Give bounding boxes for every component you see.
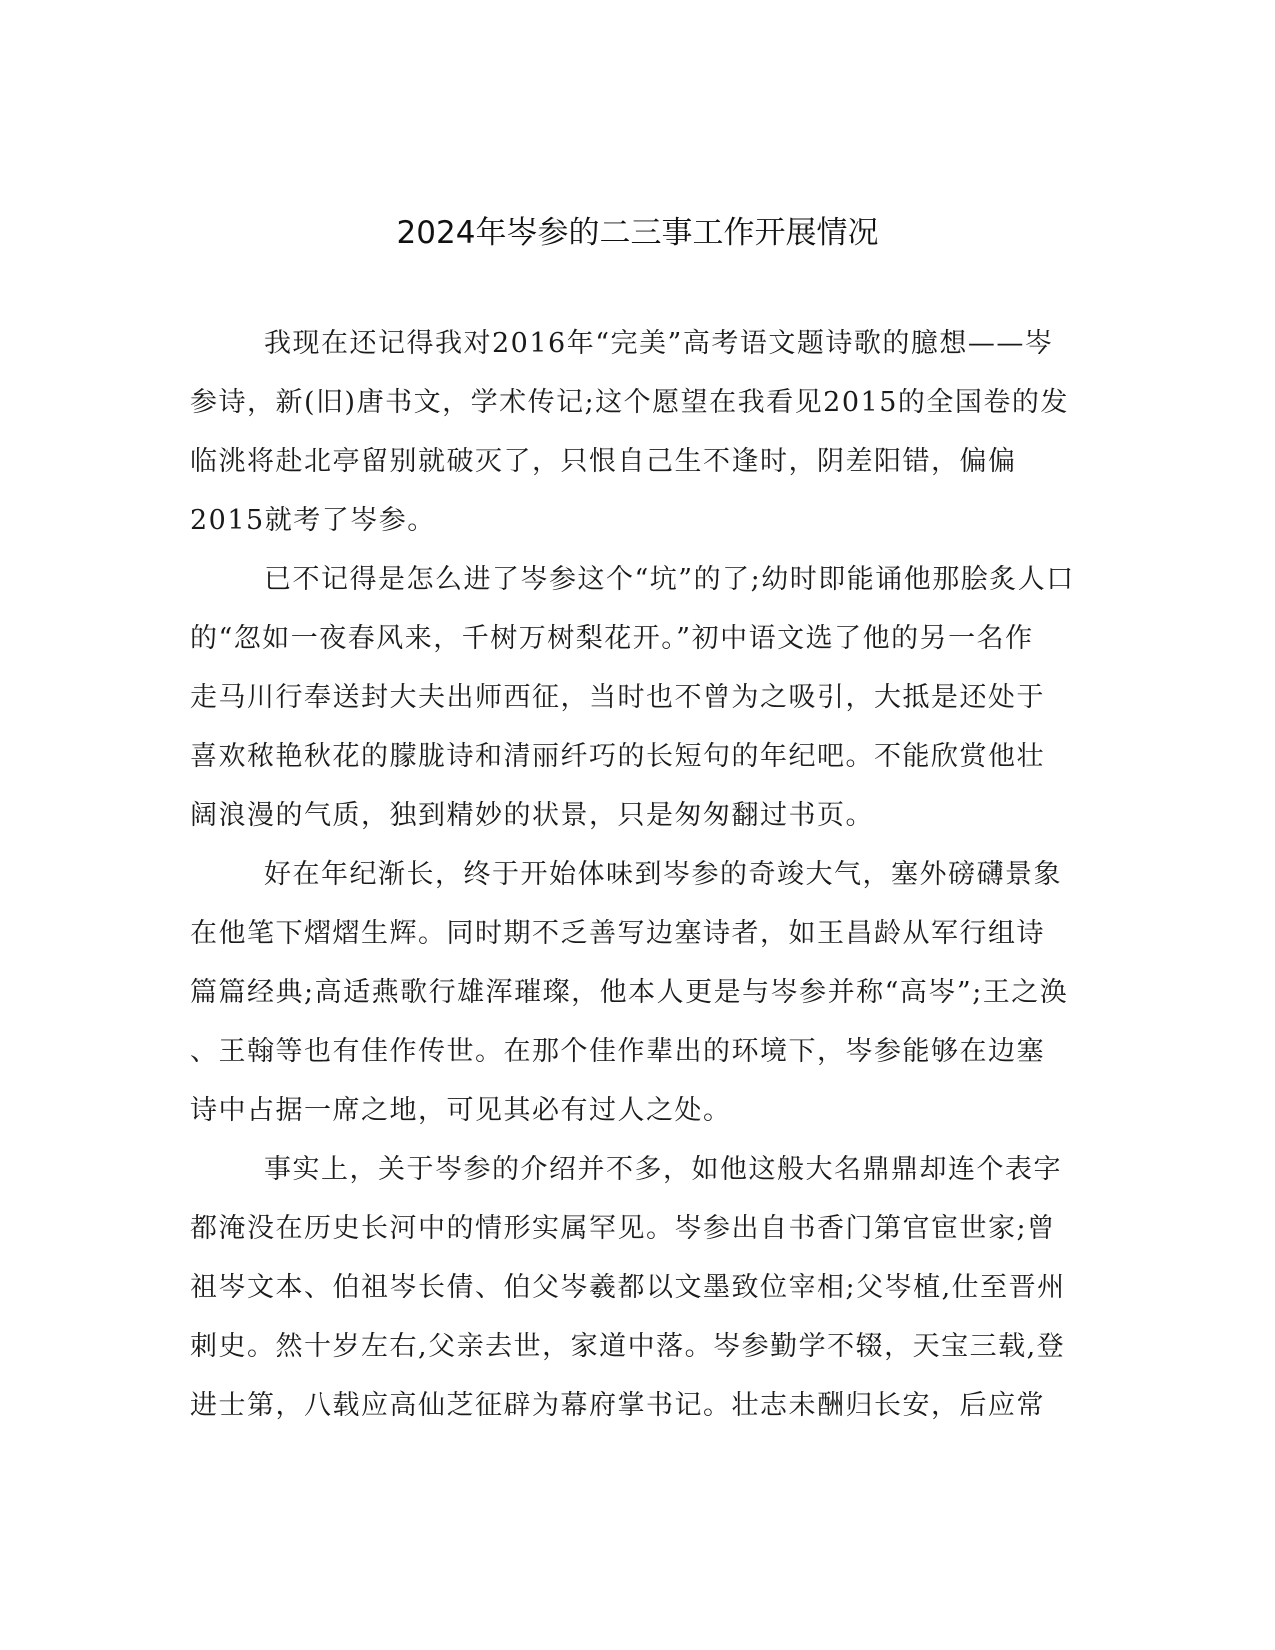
paragraph-line: 在他笔下熠熠生辉。同时期不乏善写边塞诗者，如王昌龄从军行组诗 <box>190 918 1045 949</box>
paragraph-line: 诗中占据一席之地，可见其必有过人之处。 <box>190 1095 732 1126</box>
paragraph-line: 篇篇经典;高适燕歌行雄浑璀璨，他本人更是与岑参并称“高岑”;王之涣 <box>190 977 1069 1008</box>
paragraph-line: 我现在还记得我对2016年“完美”高考语文题诗歌的臆想——岑 <box>264 328 1054 359</box>
paragraph-line: 阔浪漫的气质，独到精妙的状景，只是匆匆翻过书页。 <box>190 800 874 831</box>
paragraph-line: 的“忽如一夜春风来，千树万树梨花开。”初中语文选了他的另一名作 <box>190 623 1034 654</box>
paragraph-line: 喜欢秾艳秋花的朦胧诗和清丽纤巧的长短句的年纪吧。不能欣赏他壮 <box>190 741 1045 772</box>
paragraph-line: 参诗，新(旧)唐书文，学术传记;这个愿望在我看见2015的全国卷的发 <box>190 387 1069 418</box>
paragraph-line: 进士第，八载应高仙芝征辟为幕府掌书记。壮志未酬归长安，后应常 <box>190 1390 1045 1421</box>
paragraph-line: 事实上，关于岑参的介绍并不多，如他这般大名鼎鼎却连个表字 <box>264 1154 1062 1185</box>
document-title: 2024年岑参的二三事工作开展情况 <box>396 215 879 251</box>
paragraph-line: 2015就考了岑参。 <box>190 505 436 536</box>
paragraph-line: 祖岑文本、伯祖岑长倩、伯父岑羲都以文墨致位宰相;父岑植,仕至晋州 <box>190 1272 1066 1303</box>
paragraph-line: 都淹没在历史长河中的情形实属罕见。岑参出自书香门第官宦世家;曾 <box>190 1213 1056 1244</box>
paragraph-line: 刺史。然十岁左右,父亲去世，家道中落。岑参勤学不辍，天宝三载,登 <box>190 1331 1066 1362</box>
paragraph-line: 已不记得是怎么进了岑参这个“坑”的了;幼时即能诵他那脍炙人口 <box>264 564 1075 595</box>
paragraph-line: 、王翰等也有佳作传世。在那个佳作辈出的环境下，岑参能够在边塞 <box>190 1036 1045 1067</box>
paragraph-line: 临洮将赴北亭留别就破灭了，只恨自己生不逢时，阴差阳错，偏偏 <box>190 446 1017 477</box>
paragraph-line: 走马川行奉送封大夫出师西征，当时也不曾为之吸引，大抵是还处于 <box>190 682 1045 713</box>
paragraph-line: 好在年纪渐长，终于开始体味到岑参的奇竣大气，塞外磅礴景象 <box>264 859 1062 890</box>
